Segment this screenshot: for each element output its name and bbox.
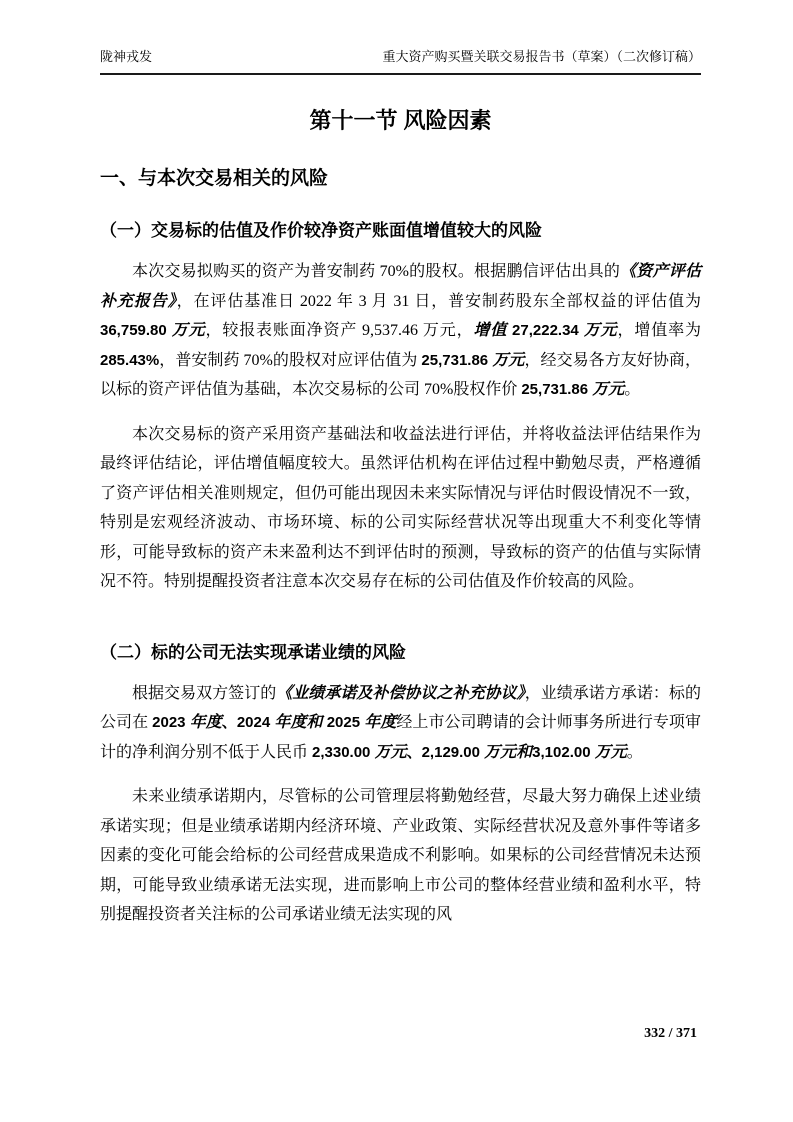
paragraph-valuation-2: 本次交易标的资产采用资产基础法和收益法进行评估，并将收益法评估结果作为最终评估结论，评估增值幅度较大。虽然评估机构在评估过程中勤勉尽责，严格遵循了资产评估相关准则规定，但仍可能出现因未来实际情况与评估时假设情况不一致，特别是宏观经济波动、市场环境、标的公司实际经营状况等出现重大不利变化等情形，可能导致标的资产未来盈利达不到评估时的预测，导致标的资产的估值与实际情况不符。特别提醒投资者注意本次交易存在标的公司估值及作价较高的风险。 xyxy=(100,425,701,590)
page-content xyxy=(100,48,701,930)
subsection-2-heading: （二）标的公司无法实现承诺业绩的风险 xyxy=(100,642,406,662)
header-report-title: 重大资产购买暨关联交易报告书（草案）（二次修订稿） xyxy=(382,49,701,64)
paragraph-performance-commitment-1: 根据交易双方签订的《业绩承诺及补偿协议之补充协议》，业绩承诺方承诺：标的公司在 2023 年度、2024 年度和 2025 年度经上市公司聘请的会计师事务所进行专项审计的净利润分别不低于人民币 2,330.00 万元、2,129.00 万元和3,102.00 万元。 xyxy=(100,684,701,761)
chapter-title: 第十一节 风险因素 xyxy=(309,108,492,133)
section-1-heading: 一、与本次交易相关的风险 xyxy=(100,168,329,189)
page-header xyxy=(100,48,701,75)
paragraph-valuation-1: 本次交易拟购买的资产为普安制药 70%的股权。根据鹏信评估出具的《资产评估补充报告》，在评估基准日 2022 年 3 月 31 日，普安制药股东全部权益的评估值为 36,759.80 万元，较报表账面净资产 9,537.46 万元，增值 27,222.34 万元，增值率为 285.43%，普安制药 70%的股权对应评估值为 25,731.86 万元，经交易各方友好协商，以标的资产评估值为基础，本次交易标的公司 70%股权作价 25,731.86 万元。 xyxy=(100,263,701,398)
header-company-name: 陇神戎发 xyxy=(100,49,153,64)
paragraph-performance-commitment-2: 未来业绩承诺期内，尽管标的公司管理层将勤勉经营，尽最大努力确保上述业绩承诺实现；但是业绩承诺期内经济环境、产业政策、实际经营状况及意外事件等诸多因素的变化可能会给标的公司经营成果造成不利影响。如果标的公司经营情况未达预期，可能导致业绩承诺无法实现，进而影响上市公司的整体经营业绩和盈利水平，特别提醒投资者关注标的公司承诺业绩无法实现的风 xyxy=(100,788,701,923)
page-number: 332 / 371 xyxy=(644,1026,697,1041)
subsection-1-heading: （一）交易标的估值及作价较净资产账面值增值较大的风险 xyxy=(100,221,542,240)
